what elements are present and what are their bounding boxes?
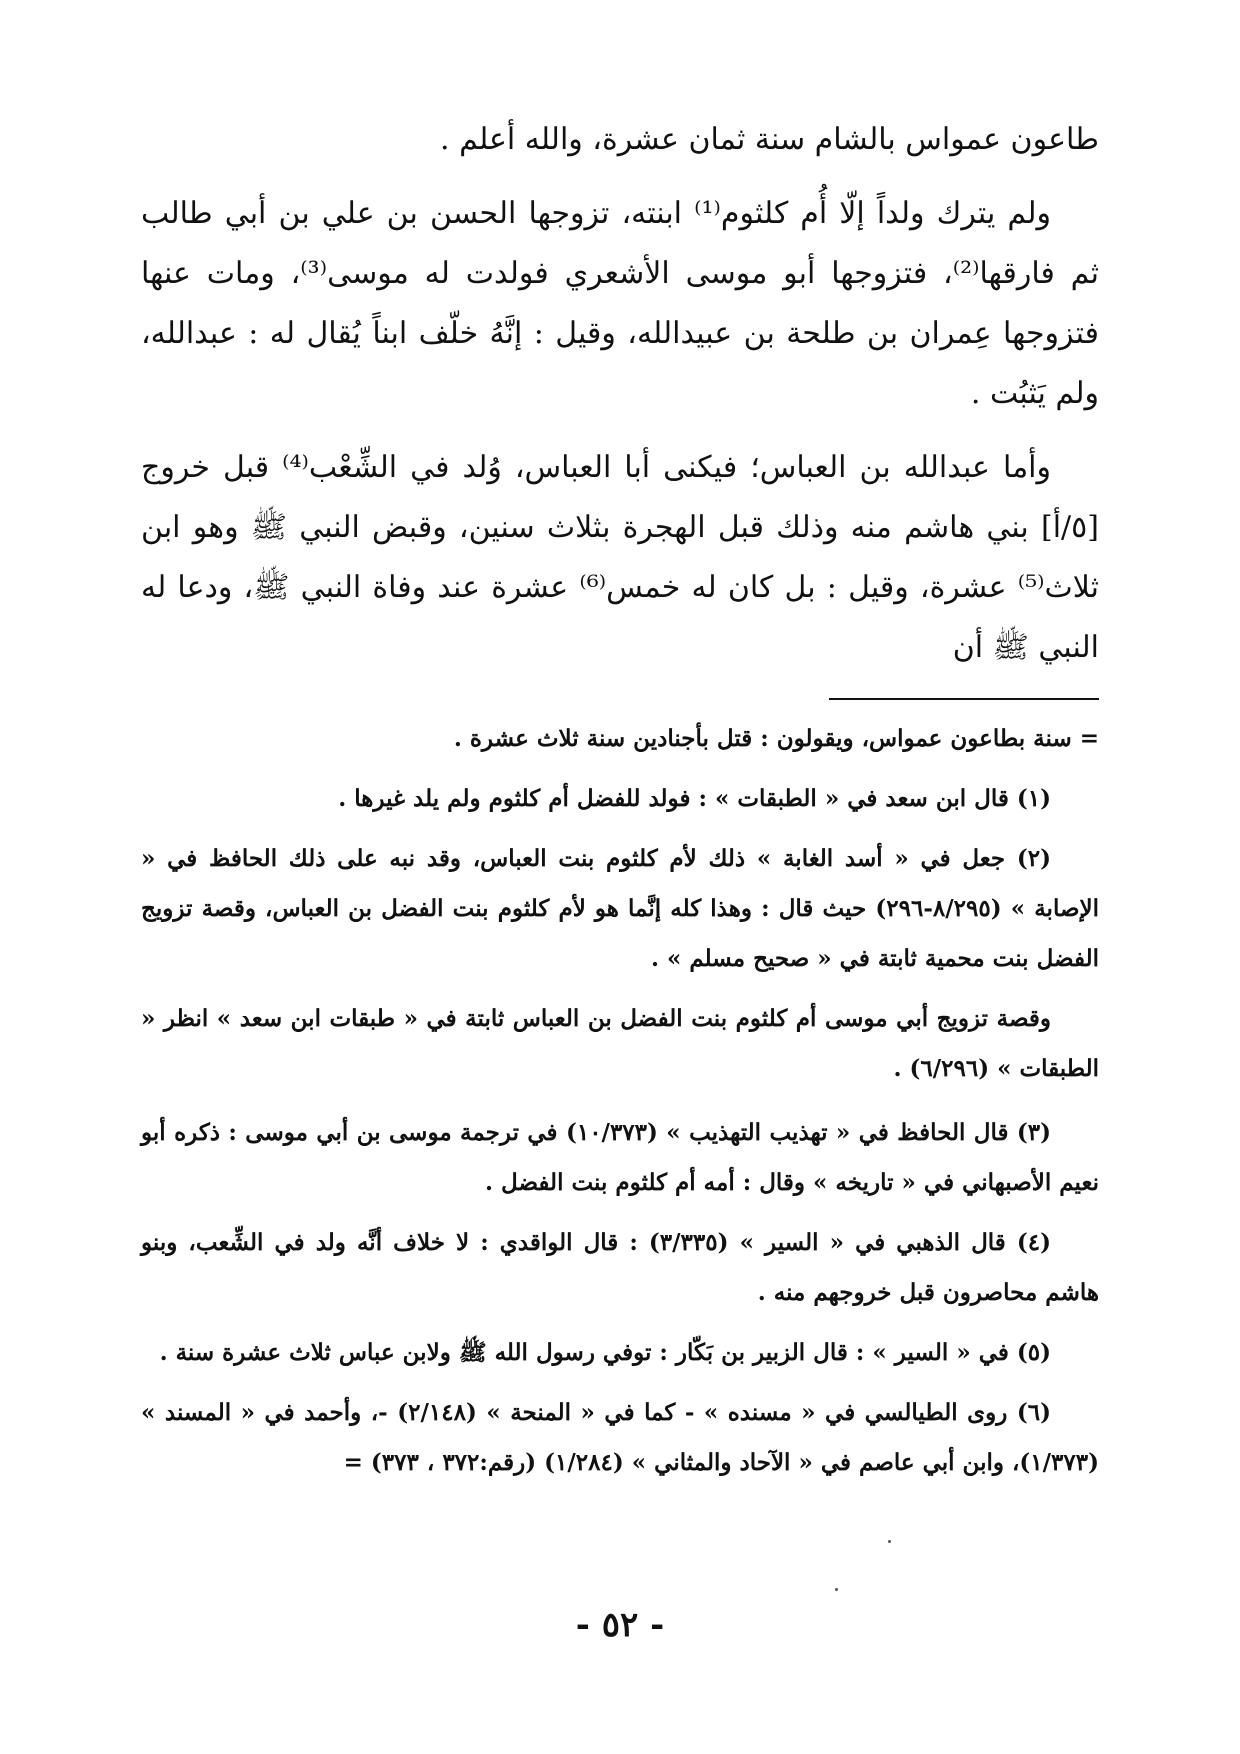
scan-speck [888,1540,891,1543]
footnote-5: (٥) في « السير » : قال الزبير بن بَكّار : توفي رسول الله ﷺ ولابن عباس ثلاث عشرة سنة . [159,1339,1051,1366]
footnote-separator [829,698,1099,700]
footnote-3: (٣) قال الحافظ في « تهذيب التهذيب » (١٠/٣٧٣) في ترجمة موسى بن أبي موسى : ذكره أبو نعيم الأصبهاني في « تاريخه » وقال : أمه أم كلثوم بنت الفضل . [141,1119,1099,1196]
footnote-1: (١) قال ابن سعد في « الطبقات » : فولد للفضل أم كلثوم ولم يلد غيرها . [338,785,1051,812]
page-content [141,110,1099,1498]
footnote-4: (٤) قال الذهبي في « السير » (٣/٣٣٥) : قال الواقدي : لا خلاف أنَّه ولد في الشِّعب، وبنو هاشم محاصرون قبل خروجهم منه . [141,1229,1099,1306]
footnote-2: (٢) جعل في « أسد الغابة » ذلك لأم كلثوم بنت العباس، وقد نبه على ذلك الحافظ في « الإصابة » (٨/٢٩٥-٢٩٦) حيث قال : وهذا كله إنَّما هو لأم كلثوم بنت الفضل بن العباس، وقصة تزويج الفضل بنت محمية ثابتة في « صحيح مسلم » . [141,845,1099,972]
footnote-continuation: = سنة بطاعون عمواس، ويقولون : قتل بأجنادين سنة ثلاث عشرة . [453,725,1099,752]
main-paragraph-1: طاعون عمواس بالشام سنة ثمان عشرة، والله أعلم . [440,122,1099,157]
main-paragraph-2: ولم يترك ولداً إلّا أُم كلثوم⁽¹⁾ ابنته، تزوجها الحسن بن علي بن أبي طالب ثم فارقها⁽²⁾، فتزوجها أبو موسى الأشعري فولدت له موسى⁽³⁾، ومات عنها فتزوجها عِمران بن طلحة بن عبيدالله، وقيل : إنَّهُ خلّف ابناً يُقال له : عبدالله، ولم يَثبُت . [141,196,1099,411]
main-text [141,110,1099,678]
footnote-6: (٦) روى الطيالسي في « مسنده » - كما في « المنحة » (٢/١٤٨) -، وأحمد في « المسند » (١/٣٧٣)، وابن أبي عاصم في « الآحاد والمثاني » (١/٢٨٤) (رقم:٣٧٢ ، ٣٧٣) = [141,1399,1099,1476]
scan-speck [835,1588,838,1591]
footnotes [141,714,1099,1488]
main-paragraph-3: وأما عبدالله بن العباس؛ فيكنى أبا العباس، وُلد في الشِّعْب⁽⁴⁾ قبل خروج [٥/أ] بني هاشم منه وذلك قبل الهجرة بثلاث سنين، وقبض النبي ﷺ وهو ابن ثلاث⁽⁵⁾ عشرة، وقيل : بل كان له خمس⁽⁶⁾ عشرة عند وفاة النبي ﷺ، ودعا له النبي ﷺ أن [141,450,1100,665]
page-number: - ٥٢ - [575,1605,665,1645]
footnote-2-continuation: وقصة تزويج أبي موسى أم كلثوم بنت الفضل بن العباس ثابتة في « طبقات ابن سعد » انظر « الطبقات » (٦/٢٩٦) . [141,1005,1099,1082]
